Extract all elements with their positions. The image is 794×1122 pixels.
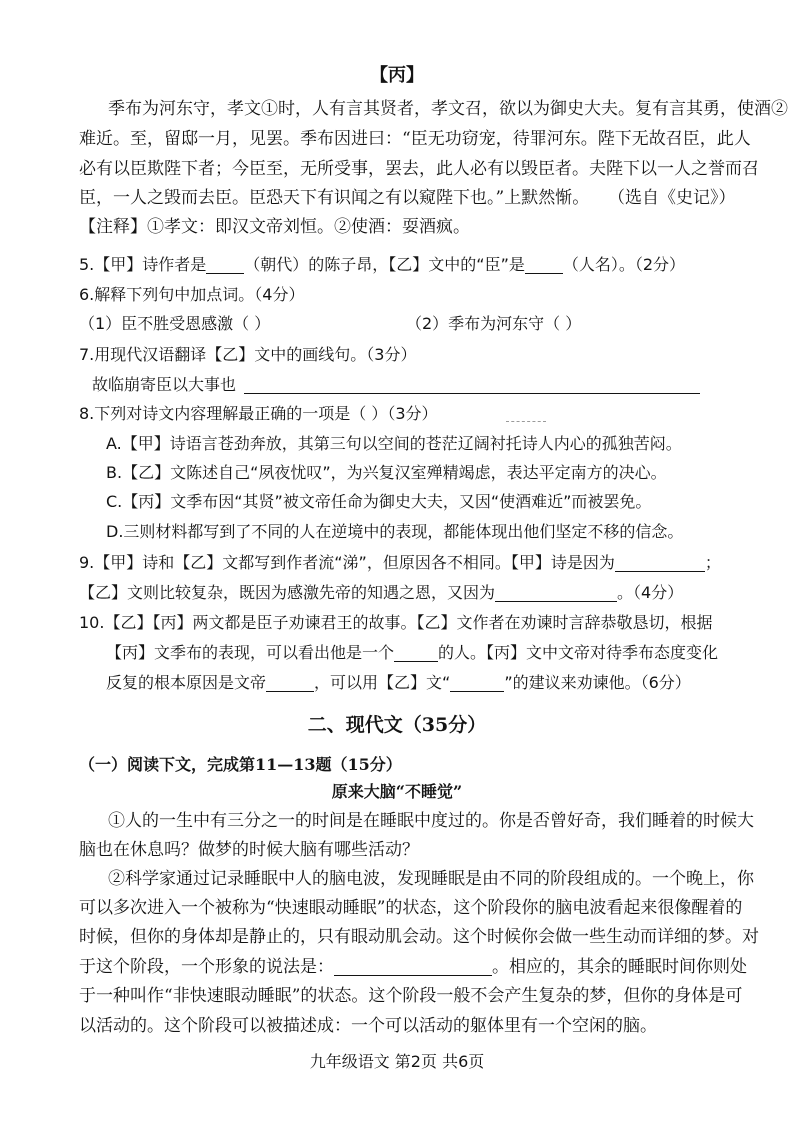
- article-p2-line-4: [79, 955, 747, 979]
- q9-text-3: 【乙】文则比较复杂，既因为感激先帝的知遇之恩，又因为: [79, 583, 496, 602]
- question-9-line-1: [79, 551, 721, 575]
- q10-blank-person[interactable]: [394, 643, 438, 662]
- q10-blank-quote[interactable]: [450, 673, 504, 692]
- q5-blank-name[interactable]: [525, 255, 563, 274]
- article-p2-line-4-text-1: 于这个阶段，一个形象的说法是：: [79, 957, 334, 977]
- question-5: [79, 253, 685, 277]
- question-8-option-a: A.【甲】诗语言苍劲奔放，其第三句以空间的苍茫辽阔衬托诗人内心的孤独苦闷。: [106, 434, 682, 453]
- q5-text-3: （人名）。（2分）: [562, 255, 686, 274]
- question-7-stem: 7.用现代汉语翻译【乙】文中的画线句。（3分）: [79, 345, 417, 364]
- q7-sentence-text: 故临崩寄臣以大事也: [92, 375, 237, 394]
- question-6-item-1: （1）臣不胜受恩感激（ ）: [79, 314, 271, 333]
- bing-heading: 【丙】: [370, 65, 424, 86]
- bing-text-line-2: 难近。至，留邸一月，见罢。季布因进曰：“臣无功窃宠，待罪河东。陛下无故召臣，此人: [79, 129, 751, 149]
- question-6-item-2: （2）季布为河东守（ ）: [406, 314, 582, 333]
- q5-text-1: 5.【甲】诗作者是: [79, 255, 207, 274]
- bing-text-line-4: 臣，一人之毁而去臣。臣恐天下有识闻之有以窥陛下也。”上默然惭。: [79, 188, 590, 208]
- q10-text-5: ”的建议来劝谏他。（6分）: [504, 673, 691, 692]
- question-8-stem: 8.下列对诗文内容理解最正确的一项是（ ）（3分）: [79, 404, 438, 423]
- article-p2-line-3: 时候，但你的身体却是静止的，只有眼动肌会动。这个时候你会做一些生动而详细的梦。对: [79, 927, 759, 947]
- q10-text-2: 的人。【丙】文中文帝对待季布态度变化: [438, 643, 719, 662]
- question-8-option-c: C.【丙】文季布因“其贤”被文帝任命为御史大夫，又因“使酒难近”而被罢免。: [106, 492, 652, 511]
- article-p2-line-1: ②科学家通过记录睡眠中人的脑电波，发现睡眠是由不同的阶段组成的。一个晚上，你: [108, 869, 754, 889]
- question-8-option-b: B.【乙】文陈述自己“夙夜忧叹”，为兴复汉室殚精竭虑，表达平定南方的决心。: [106, 463, 667, 482]
- article-p2-line-6: 以活动的。这个阶段可以被描述成：一个可以活动的躯体里有一个空闲的脑。: [79, 1016, 657, 1036]
- q9-text-2: ；: [704, 553, 721, 572]
- q5-blank-dynasty[interactable]: [206, 255, 244, 274]
- question-8-option-d: D.三则材料都写到了不同的人在逆境中的表现，都能体现出他们坚定不移的信念。: [106, 522, 684, 541]
- question-7-sentence: [92, 373, 700, 397]
- question-9-line-2: [79, 581, 683, 605]
- q9-text-1: 9.【甲】诗和【乙】文都写到作者流“涕”，但原因各不相同。【甲】诗是因为: [79, 553, 615, 572]
- page-footer: 九年级语文 第2页 共6页: [309, 1052, 485, 1071]
- question-10-line-3: [106, 671, 691, 695]
- bing-text-line-1: 季布为河东守，孝文①时，人有言其贤者，孝文召，欲以为御史大夫。复有言其勇，使酒②: [108, 99, 788, 119]
- q7-answer-line[interactable]: [244, 375, 700, 394]
- part-1-heading: （一）阅读下文，完成第11—13题（15分）: [79, 755, 402, 774]
- article-blank-description[interactable]: [334, 957, 492, 976]
- question-6-stem: 6.解释下列句中加点词。（4分）: [79, 285, 305, 304]
- article-p2-line-4-text-2: 。相应的，其余的睡眠时间你则处: [492, 957, 747, 977]
- article-p1-line-2: 脑也在休息吗？做梦的时候大脑有哪些活动？: [79, 840, 419, 860]
- q10-text-1: 【丙】文季布的表现，可以看出他是一个: [106, 643, 395, 662]
- bing-text-line-3: 必有以臣欺陛下者；今臣至，无所受事，罢去，此人必有以毁臣者。夫陛下以一人之誉而召: [79, 159, 759, 179]
- q10-blank-reason[interactable]: [266, 673, 314, 692]
- question-10-line-2: [106, 641, 718, 665]
- scan-mark: [506, 421, 546, 422]
- article-title: 原来大脑“不睡觉”: [331, 782, 463, 801]
- section-2-title: 二、现代文（35分）: [307, 714, 487, 736]
- q10-text-4: ，可以用【乙】文“: [314, 673, 451, 692]
- article-p2-line-2: 可以多次进入一个被称为“快速眼动睡眠”的状态，这个阶段你的脑电波看起来很像醒着的: [79, 898, 743, 918]
- q9-text-4: 。（4分）: [617, 583, 684, 602]
- q5-text-2: （朝代）的陈子昂，【乙】文中的“臣”是: [244, 255, 525, 274]
- question-10-line-1: 10.【乙】【丙】两文都是臣子劝谏君王的故事。【乙】文作者在劝谏时言辞恭敬恳切，根据: [79, 613, 713, 632]
- q10-text-3: 反复的根本原因是文帝: [106, 673, 267, 692]
- q9-blank-jia[interactable]: [615, 553, 705, 572]
- article-p2-line-5: 于一种叫作“非快速眼动睡眠”的状态。这个阶段一般不会产生复杂的梦，但你的身体是可: [79, 986, 743, 1006]
- bing-source: （选自《史记》）: [608, 188, 736, 208]
- article-p1-line-1: ①人的一生中有三分之一的时间是在睡眠中度过的。你是否曾好奇，我们睡着的时候大: [108, 811, 754, 831]
- bing-note: 【注释】①孝文：即汉文帝刘恒。②使酒：耍酒疯。: [79, 217, 470, 237]
- q9-blank-yi[interactable]: [495, 583, 617, 602]
